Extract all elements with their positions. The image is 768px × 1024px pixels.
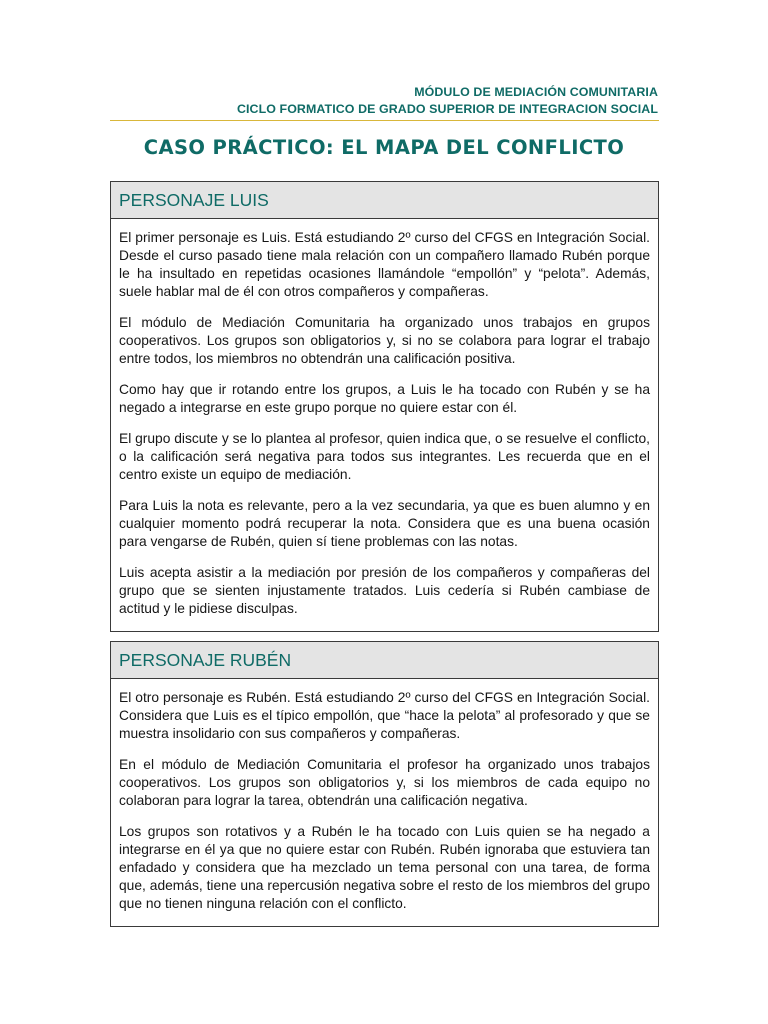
section-ruben <box>110 641 659 927</box>
document-header <box>237 84 658 118</box>
paragraph: Para Luis la nota es relevante, pero a la vez secundaria, ya que es buen alumno y en cualquier momento podrá recuperar la nota. Considera que es una buena ocasión para vengarse de Rubén, quien sí tiene problemas con las notas. <box>119 498 650 549</box>
paragraph: El módulo de Mediación Comunitaria ha organizado unos trabajos en grupos cooperativos. Los grupos son obligatorios y, si no se colabora para lograr el trabajo entre todos, los miembros no obtendrán una calificación positiva. <box>119 315 650 366</box>
paragraph: El grupo discute y se lo plantea al profesor, quien indica que, o se resuelve el conflicto, o la calificación será negativa para todos sus integrantes. Les recuerda que en el centro existe un equipo de mediación. <box>119 431 650 482</box>
paragraph: El otro personaje es Rubén. Está estudiando 2º curso del CFGS en Integración Social. Considera que Luis es el típico empollón, que “hace la pelota” al profesorado y que se muestra insolidario con sus compañeros y compañeras. <box>119 690 650 741</box>
section-body <box>111 219 658 618</box>
header-cycle-line: CICLO FORMATICO DE GRADO SUPERIOR DE INTEGRACION SOCIAL <box>236 102 658 116</box>
section-heading: PERSONAJE LUIS <box>111 182 658 219</box>
header-module-line: MÓDULO DE MEDIACIÓN COMUNITARIA <box>414 85 658 99</box>
page-title: CASO PRÁCTICO: EL MAPA DEL CONFLICTO <box>143 136 625 159</box>
paragraph: Como hay que ir rotando entre los grupos, a Luis le ha tocado con Rubén y se ha negado a integrarse en este grupo porque no quiere estar con él. <box>119 382 650 415</box>
section-body <box>111 679 658 913</box>
paragraph: El primer personaje es Luis. Está estudiando 2º curso del CFGS en Integración Social. Desde el curso pasado tiene mala relación con un compañero llamado Rubén porque le ha insultado en repetidas ocasiones llamándole “empollón” y “pelota”. Además, suele hablar mal de él con otros compañeros y compañeras. <box>119 230 650 299</box>
paragraph: Los grupos son rotativos y a Rubén le ha tocado con Luis quien se ha negado a integrarse en él ya que no quiere estar con Rubén. Rubén ignoraba que estuviera tan enfadado y considera que ha mezclado un tema personal con una tarea, de forma que, además, tiene una repercusión negativa sobre el resto de los miembros del grupo que no tienen ninguna relación con el conflicto. <box>119 824 650 911</box>
paragraph: Luis acepta asistir a la mediación por presión de los compañeros y compañeras del grupo que se sienten injustamente tratados. Luis cedería si Rubén cambiase de actitud y le pidiese disculpas. <box>119 565 650 616</box>
paragraph: En el módulo de Mediación Comunitaria el profesor ha organizado unos trabajos cooperativos. Los grupos son obligatorios y, si los miembros de cada equipo no colaboran para lograr la tarea, obtendrán una calificación negativa. <box>119 757 650 808</box>
header-divider <box>110 120 659 121</box>
section-luis <box>110 181 659 632</box>
section-heading: PERSONAJE RUBÉN <box>111 642 658 679</box>
